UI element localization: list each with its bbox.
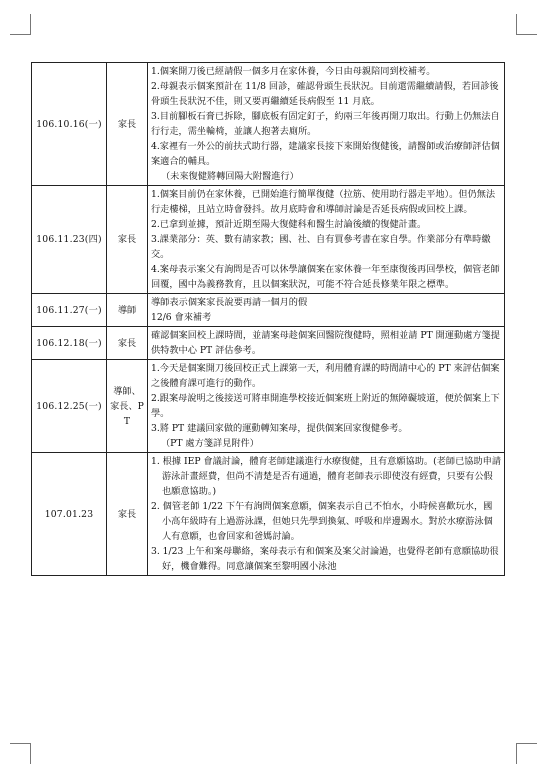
log-contact-person: 家長 — [107, 186, 148, 294]
log-content-line: 1.今天是個案開刀後回校正式上課第一天，利用體育課的時間請中心的 PT 來評估個案之後體育課可進行的動作。 — [151, 363, 500, 389]
log-row — [32, 327, 505, 360]
log-content — [148, 360, 505, 453]
log-content-line: 3.目前腳板石膏已拆除，腳底板有固定釘子，約兩三年後再開刀取出。行動上仍無法自行行走，需坐輪椅，並讓人抱著去廁所。 — [151, 111, 500, 137]
crop-mark-bottom-left — [10, 743, 31, 764]
log-contact-person: 家長 — [107, 453, 148, 576]
log-content-line: 1.個案目前仍在家休養，已開始進行簡單復健（拉筋、使用助行器走平地）。但仍無法行走樓梯，且站立時會發抖。故月底時會和導師討論是否延長病假或回校上課。 — [151, 189, 496, 215]
log-content-line: （PT 處方箋詳見附件） — [161, 438, 259, 449]
log-row — [32, 453, 505, 576]
log-content-line: 1. 根據 IEP 會議討論，體育老師建議進行水療復健，且有意願協助。(老師已協助申請游泳計畫經費，但尚不清楚是否有通過，體育老師表示即使沒有經費，只要有公假也願意協助。) — [151, 456, 502, 497]
log-content — [148, 327, 505, 360]
log-content-line: 導師表示個案家長說要再請一個月的假 — [151, 297, 308, 308]
log-date: 106.11.23(四) — [32, 186, 107, 294]
log-content-line: 1.個案開刀後已經請假一個多月在家休養，今日由母親陪同到校補考。 — [151, 66, 436, 77]
log-content-line: 2.跟案母說明之後接送可將車開進學校接近個案班上附近的無障礙坡道，便於個案上下學。 — [151, 393, 500, 419]
crop-mark-bottom-right — [516, 743, 537, 764]
log-row — [32, 360, 505, 453]
log-content-line: 2. 個管老師 1/22 下午有詢問個案意願，個案表示自己不怕水，小時候喜歡玩水，國小高年級時有上過游泳課，但她只先學到換氣、呼吸和岸邊踢水。對於水療游泳個人有意願，也會回家和爸媽討論。 — [151, 501, 493, 542]
log-content — [148, 294, 505, 327]
log-content-line: 3.課業部分：英、數有請家教；國、社、自有買參考書在家自學。作業部分有準時繳交。 — [151, 234, 491, 260]
log-content-line: 2.已拿到並據，預計近期至陽大復健科和醫生討論後續的復健計畫。 — [151, 219, 427, 230]
log-content-line: 3. 1/23 上午和案母聯絡，案母表示有和個案及案父討論過，也覺得老師有意願協助很好，機會難得。同意讓個案至黎明國小泳池 — [151, 546, 499, 572]
log-content — [148, 453, 505, 576]
log-content-line: 3.將 PT 建議回家做的運動轉知案母，提供個案回家復健參考。 — [151, 423, 408, 434]
log-contact-person: 家長 — [107, 63, 148, 186]
log-date: 106.12.18(一) — [32, 327, 107, 360]
log-contact-person: 導師、家長、PT — [107, 360, 148, 453]
log-row — [32, 186, 505, 294]
log-content-line: （未來復健將轉回陽大附醫進行） — [161, 171, 299, 182]
crop-mark-top-left — [10, 14, 31, 35]
contact-log-body — [32, 63, 505, 576]
log-date: 106.11.27(一) — [32, 294, 107, 327]
log-row — [32, 63, 505, 186]
log-content — [148, 63, 505, 186]
log-content-line: 4.案母表示案父有詢問是否可以休學讓個案在家休養一年至康復後再回學校，個管老師回覆，國中為義務教育，且以個案狀況，可能不符合延長修業年限之標準。 — [151, 264, 500, 290]
log-content-line: 2.母親表示個案預計在 11/8 回診，確認骨頭生長狀況。目前還需繼續請假，若回診後骨頭生長狀況不佳，則又要再繼續延長病假至 11 月底。 — [151, 81, 499, 107]
contact-log-table — [31, 62, 505, 576]
log-row — [32, 294, 505, 327]
log-date: 106.12.25(一) — [32, 360, 107, 453]
log-contact-person: 導師 — [107, 294, 148, 327]
crop-mark-top-right — [516, 14, 537, 35]
log-content-line: 確認個案回校上課時間，並請案母趁個案回醫院復健時，照相並請 PT 開運動處方箋提供特教中心 PT 評估參考。 — [151, 330, 500, 356]
log-content-line: 4.家裡有一外公的前扶式助行器，建議家長接下來開始復健後，請醫師或治療師評估個案適合的輔具。 — [151, 141, 500, 167]
log-contact-person: 家長 — [107, 327, 148, 360]
log-date: 106.10.16(一) — [32, 63, 107, 186]
log-content — [148, 186, 505, 294]
log-content-line: 12/6 會來補考 — [151, 312, 212, 323]
log-date: 107.01.23 — [32, 453, 107, 576]
